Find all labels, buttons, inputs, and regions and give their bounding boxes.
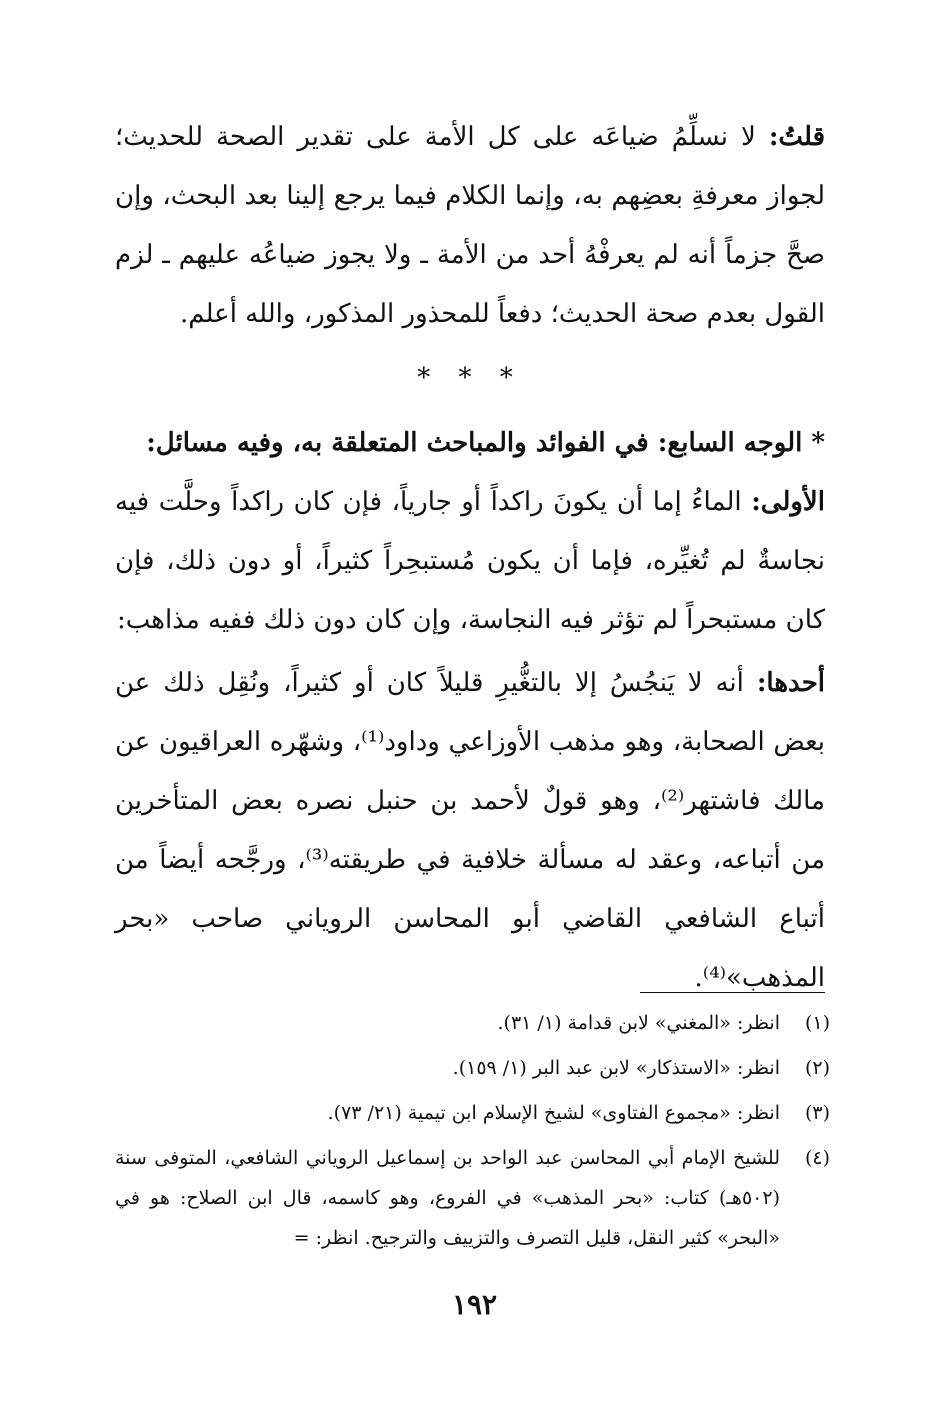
footnote-text: انظر: «المغني» لابن قدامة (١/ ٣١). xyxy=(497,1012,780,1034)
paragraph-1-text: لا نسلِّمُ ضياعَه على كل الأمة على تقدير الصحة للحديث؛ لجواز معرفةِ بعضِهم به، وإنما الكلام فيما يرجع إلينا بعد البحث، وإن صحَّ جزماً أنه لم يعرفْهُ أحد من الأمة ـ ولا يجوز ضياعُه عليهم ـ لزم القول بعدم صحة الحديث؛ دفعاً للمحذور المذكور، والله أعلم. xyxy=(115,122,825,329)
footnote-4 xyxy=(115,1138,830,1258)
footnote-number: (٢) xyxy=(804,1057,830,1079)
paragraph-2-text: الماءُ إما أن يكونَ راكداً أو جارياً، فإن كان راكداً وحلَّت فيه نجاسةٌ لم تُغيِّره، فإما أن يكون مُستبحِراً كثيراً، أو دون ذلك، فإن كان مستبحراً لم تؤثر فيه النجاسة، وإن كان دون ذلك ففيه مذاهب: xyxy=(115,487,825,635)
paragraph-3-text: أنه لا يَنجُسُ إلا بالتغُّيرِ قليلاً كان أو كثيراً، ونُقِل ذلك عن بعض الصحابة، وهو مذهب الأوزاعي وداود⁽¹⁾، وشهّره العراقيون عن مالك فاشتهر⁽²⁾، وهو قولٌ لأحمد بن حنبل نصره بعض المتأخرين من أتباعه، وعقد له مسألة خلافية في طريقته⁽³⁾، ورجَّحه أيضاً من أتباع الشافعي القاضي أبو المحاسن الروياني صاحب «بحر المذهب»⁽⁴⁾. xyxy=(115,668,825,993)
footnote-separator-rule xyxy=(640,992,825,993)
footnote-number: (٤) xyxy=(804,1147,830,1169)
footnote-2 xyxy=(115,1048,830,1088)
footnote-3 xyxy=(115,1093,830,1133)
main-text xyxy=(115,108,825,1008)
footnote-text: للشيخ الإمام أبي المحاسن عبد الواحد بن إسماعيل الروياني الشافعي، المتوفى سنة (٥٠٢هـ) كتاب: «بحر المذهب» في الفروع، وهو كاسمه، قال ابن الصلاح: هو في «البحر» كثير النقل، قليل التصرف والتزييف والترجيح. انظر: = xyxy=(115,1147,780,1249)
footnote-number: (٣) xyxy=(804,1102,830,1124)
paragraph-1 xyxy=(115,108,825,344)
footnote-text: انظر: «الاستذكار» لابن عبد البر (١/ ١٥٩). xyxy=(452,1057,780,1079)
footnotes xyxy=(115,1003,830,1263)
paragraph-2 xyxy=(115,473,825,650)
footnote-text: انظر: «مجموع الفتاوى» لشيخ الإسلام ابن تيمية (٢١/ ٧٣). xyxy=(327,1102,780,1124)
paragraph-1-label: قلتُ: xyxy=(768,122,825,152)
section-separator: * * * xyxy=(417,363,523,393)
footnote-1 xyxy=(115,1003,830,1043)
paragraph-2-label: الأولى: xyxy=(751,487,825,517)
paragraph-3-label: أحدها: xyxy=(756,668,825,698)
section-heading: * الوجه السابع: في الفوائد والمباحث المتعلقة به، وفيه مسائل: xyxy=(146,428,825,458)
page-number: ١٩٢ xyxy=(451,1288,498,1321)
footnote-number: (١) xyxy=(804,1012,830,1034)
paragraph-3 xyxy=(115,654,825,1008)
